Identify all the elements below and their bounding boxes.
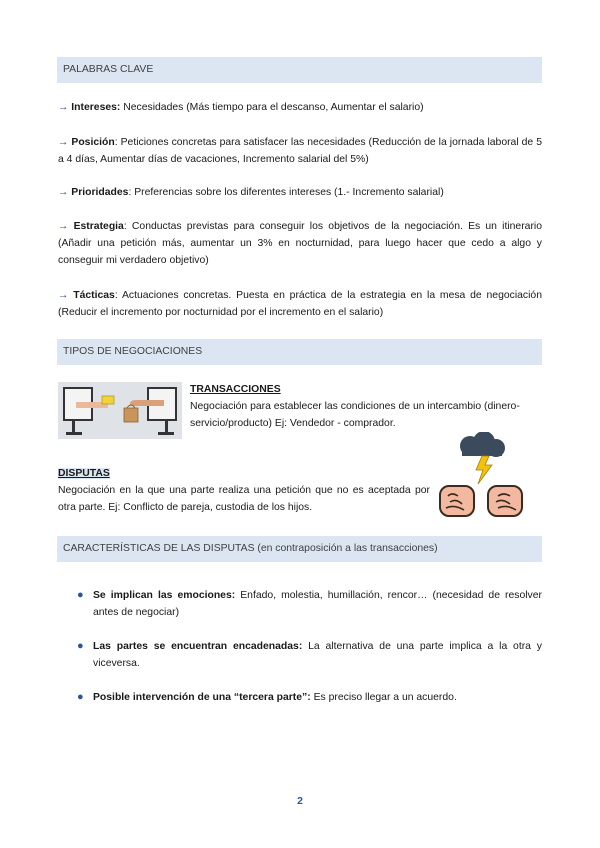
keyword-text: : Actuaciones concretas. Puesta en práctica de la estrategia en la mesa de negociación (Reducir el incremento por nocturnidad por el incremento en el salario)	[58, 290, 542, 318]
disputas-text: Negociación en la que una parte realiza una petición que no es aceptada por otra parte. Ej: Conflicto de pareja, custodia de los hijos.	[58, 485, 430, 513]
bullet-icon: ●	[77, 640, 84, 652]
keyword-intereses	[58, 99, 542, 116]
section-header-palabras-clave	[57, 57, 542, 83]
keyword-tacticas	[58, 287, 542, 321]
dispute-illustration	[436, 432, 530, 518]
transacciones-text: Negociación para establecer las condiciones de un intercambio (dinero-servicio/producto) Ej: Vendedor - comprador.	[190, 401, 520, 429]
arrow-icon: →	[58, 187, 69, 198]
bullet-tercera-parte	[77, 689, 542, 706]
bullet-text: Enfado, molestia, humillación, rencor… (necesidad de resolver antes de negociar)	[93, 590, 542, 618]
keyword-text: : Peticiones concretas para satisfacer las necesidades (Reducción de la jornada laboral de 5 a 4 días, Aumentar días de vacaciones, Incremento salarial del 5%)	[58, 137, 543, 165]
keyword-term: Prioridades	[71, 187, 129, 198]
bullet-text: La alternativa de una parte implica a la otra y viceversa.	[93, 641, 542, 669]
keyword-prioridades	[58, 184, 542, 201]
disputas-block	[58, 465, 430, 516]
section-note: (en contraposición a las transacciones)	[257, 543, 438, 554]
arrow-icon: →	[58, 137, 69, 148]
section-title: CARACTERÍSTICAS DE LAS DISPUTAS	[63, 543, 255, 554]
keyword-term: Tácticas	[73, 290, 115, 301]
bullet-encadenadas	[77, 638, 542, 672]
keyword-text: Necesidades (Más tiempo para el descanso, Aumentar el salario)	[123, 102, 424, 113]
arrow-icon: →	[58, 102, 69, 113]
bullet-icon: ●	[77, 589, 84, 601]
keyword-text: : Preferencias sobre los diferentes intereses (1.- Incremento salarial)	[128, 187, 444, 198]
keyword-estrategia	[58, 218, 542, 269]
bullet-text: Es preciso llegar a un acuerdo.	[310, 692, 457, 703]
bullet-emociones	[77, 587, 542, 621]
keyword-term: Posición	[71, 137, 115, 148]
bullet-icon: ●	[77, 691, 84, 703]
section-header-caracteristicas	[57, 536, 542, 562]
keyword-text: : Conductas previstas para conseguir los objetivos de la negociación. Es un itinerario (Añadir una petición más, aumentar un 3% en nocturnidad, para luego hacer que cedo a algo y conseguir mi verdadero objetivo)	[58, 221, 542, 266]
arrow-icon: →	[58, 290, 69, 301]
transacciones-block	[190, 381, 542, 432]
arrow-icon: →	[58, 221, 69, 232]
bullet-term: Se implican las emociones:	[93, 590, 236, 601]
keyword-term: Intereses:	[71, 102, 121, 113]
keyword-posicion	[58, 134, 542, 168]
bullet-term: Las partes se encuentran encadenadas:	[93, 641, 303, 652]
transacciones-title: TRANSACCIONES	[190, 384, 281, 395]
section-header-tipos	[57, 339, 542, 365]
bullet-term: Posible intervención de una “tercera parte”:	[93, 692, 311, 703]
disputas-title: DISPUTAS	[58, 468, 110, 479]
section-title: PALABRAS CLAVE	[63, 64, 154, 75]
section-title: TIPOS DE NEGOCIACIONES	[63, 346, 203, 357]
keyword-term: Estrategia	[73, 221, 124, 232]
transaction-illustration	[58, 382, 182, 439]
page-number: 2	[297, 796, 303, 807]
